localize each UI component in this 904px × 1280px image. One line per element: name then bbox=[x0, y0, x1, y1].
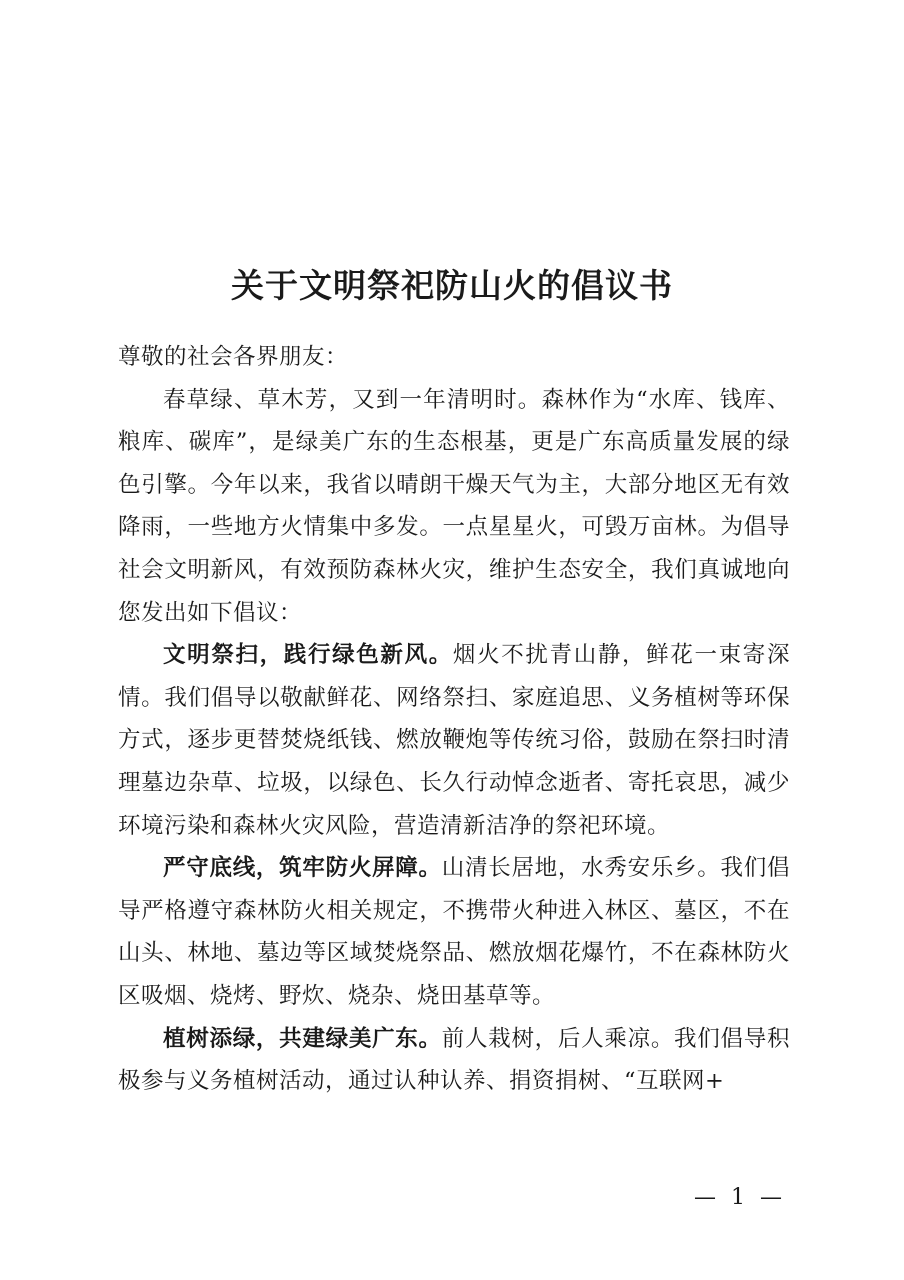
salutation: 尊敬的社会各界朋友： bbox=[118, 344, 349, 370]
proposal-paragraph-civilized-sweeping bbox=[118, 634, 790, 847]
page-number: — 1 — bbox=[694, 1185, 786, 1210]
proposal-text: 烟火不扰青山静，鲜花一束寄深情。我们倡导以敬献鲜花、网络祭扫、家庭追思、义务植树等环保方式，逐步更替焚烧纸钱、燃放鞭炮等传统习俗，鼓励在祭扫时清理墓边杂草、垃圾，以绿色、长久行动悼念逝者、寄托哀思，减少环境污染和森林火灾风险，营造清新洁净的祭祀环境。 bbox=[118, 642, 790, 839]
document-body bbox=[118, 336, 790, 1103]
proposal-heading: 严守底线，筑牢防火屏障。 bbox=[163, 855, 442, 882]
proposal-paragraph-fire-prevention bbox=[118, 847, 790, 1017]
proposal-paragraph-tree-planting bbox=[118, 1018, 790, 1103]
proposal-heading: 文明祭扫，践行绿色新风。 bbox=[163, 642, 453, 669]
document-title: 关于文明祭祀防山火的倡议书 bbox=[231, 266, 673, 306]
proposal-text: 前人栽树，后人乘凉。我们倡导积极参与义务植树活动，通过认种认养、捐资捐树、“互联网+ bbox=[118, 1025, 790, 1095]
intro-paragraph-text: 春草绿、草木芳，又到一年清明时。森林作为“水库、钱库、粮库、碳库”，是绿美广东的生态根基，更是广东高质量发展的绿色引擎。今年以来，我省以晴朗干燥天气为主，大部分地区无有效降雨，一些地方火情集中多发。一点星星火，可毁万亩林。为倡导社会文明新风，有效预防森林火灾，维护生态安全，我们真诚地向您发出如下倡议： bbox=[118, 386, 790, 626]
proposal-heading: 植树添绿，共建绿美广东。 bbox=[163, 1025, 442, 1052]
intro-paragraph bbox=[118, 379, 790, 635]
proposal-text: 山清长居地，水秀安乐乡。我们倡导严格遵守森林防火相关规定，不携带火种进入林区、墓区，不在山头、林地、墓边等区域焚烧祭品、燃放烟花爆竹，不在森林防火区吸烟、烧烤、野炊、烧杂、烧田基草等。 bbox=[118, 855, 790, 1009]
